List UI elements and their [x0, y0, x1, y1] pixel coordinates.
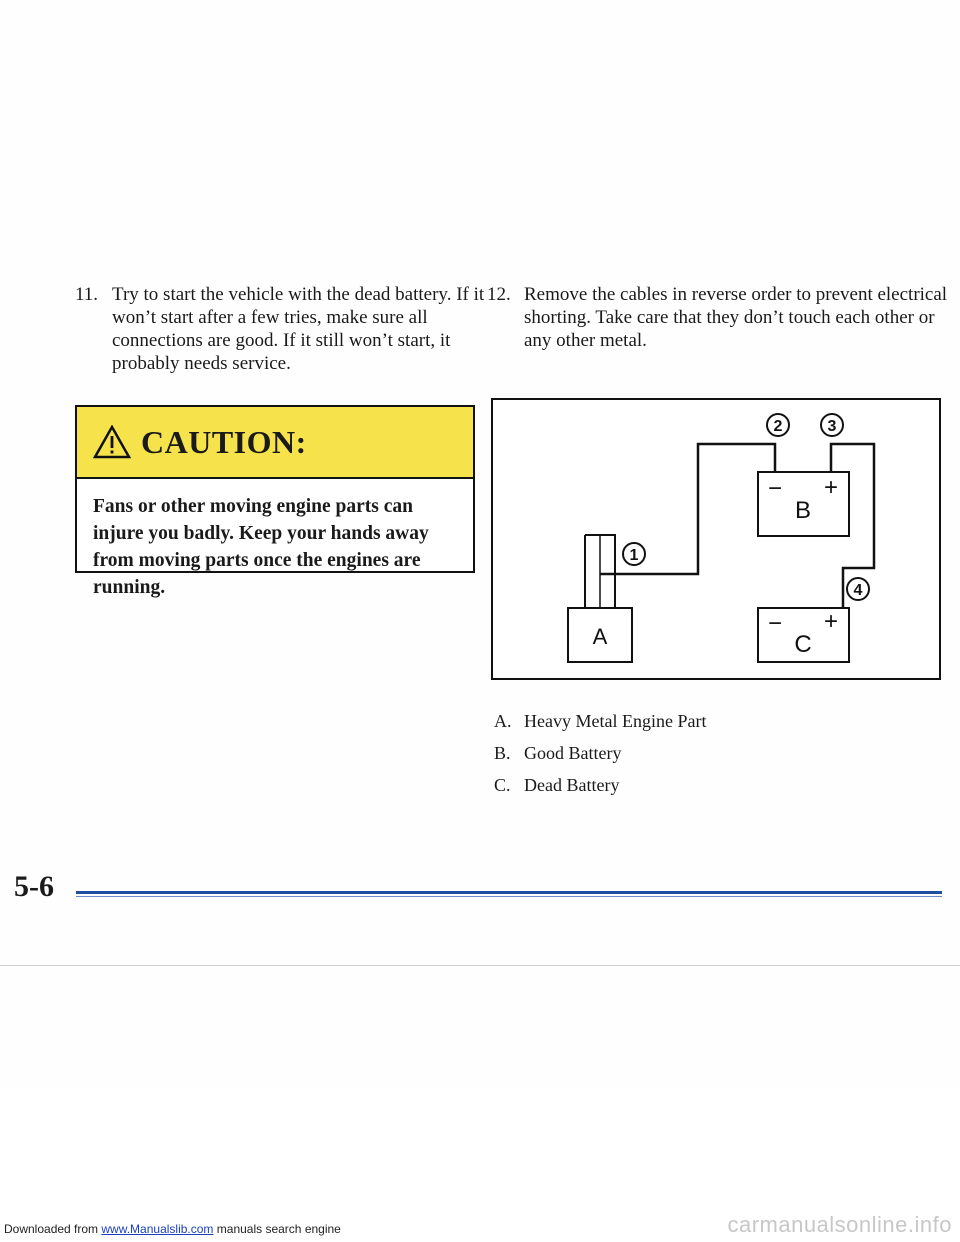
svg-text:1: 1: [629, 547, 639, 564]
svg-text:2: 2: [773, 418, 783, 435]
legend-item: [494, 705, 706, 737]
step-number: 11.: [75, 284, 99, 305]
engine-part-label: A: [592, 624, 608, 649]
jump-start-diagram: [491, 398, 941, 680]
battery-b-minus: −: [767, 475, 783, 502]
legend-item: [494, 769, 706, 801]
download-credit: [4, 1222, 341, 1236]
footer-rule: [76, 891, 942, 894]
download-suffix: manuals search engine: [213, 1222, 341, 1236]
caution-text: Fans or other moving engine parts can injure you badly. Keep your hands away from moving parts once the engines are running.: [93, 496, 429, 598]
legend-label: Heavy Metal Engine Part: [524, 711, 707, 731]
step-text: Remove the cables in reverse order to prevent electrical shorting. Take care that they don’t touch each other or any other metal.: [524, 284, 948, 351]
manualslib-link[interactable]: www.Manualslib.com: [101, 1222, 214, 1236]
callout-1: [623, 543, 645, 565]
battery-c-plus: +: [823, 608, 839, 635]
callout-3: [821, 414, 843, 436]
legend-label: Good Battery: [524, 743, 622, 763]
page-edge-line: [0, 965, 960, 966]
download-prefix: Downloaded from: [4, 1222, 102, 1236]
battery-c-label: C: [794, 631, 812, 658]
warning-triangle-icon: [93, 425, 131, 459]
page-number: 5-6: [14, 870, 54, 903]
legend-label: Dead Battery: [524, 775, 620, 795]
battery-b-label: B: [794, 497, 812, 524]
caution-title: CAUTION:: [141, 423, 307, 460]
diagram-legend: [494, 705, 706, 801]
battery-c-minus: −: [767, 610, 783, 637]
caution-header: [77, 407, 473, 479]
battery-b-plus: +: [823, 474, 839, 501]
footer-rule-thin: [76, 896, 942, 897]
callout-4: [847, 578, 869, 600]
svg-text:4: 4: [853, 582, 863, 599]
svg-text:3: 3: [827, 418, 837, 435]
legend-item: [494, 737, 706, 769]
step-number: 12.: [487, 284, 511, 305]
legend-key: B.: [494, 743, 511, 763]
callout-2: [767, 414, 789, 436]
legend-key: C.: [494, 775, 511, 795]
caution-box: [75, 405, 475, 598]
step-text: Try to start the vehicle with the dead battery. If it won’t start after a few tries, make sure all connections are good. If it still won’t start, it probably needs service.: [112, 284, 485, 374]
watermark: carmanualsonline.info: [727, 1212, 952, 1237]
legend-key: A.: [494, 711, 512, 731]
